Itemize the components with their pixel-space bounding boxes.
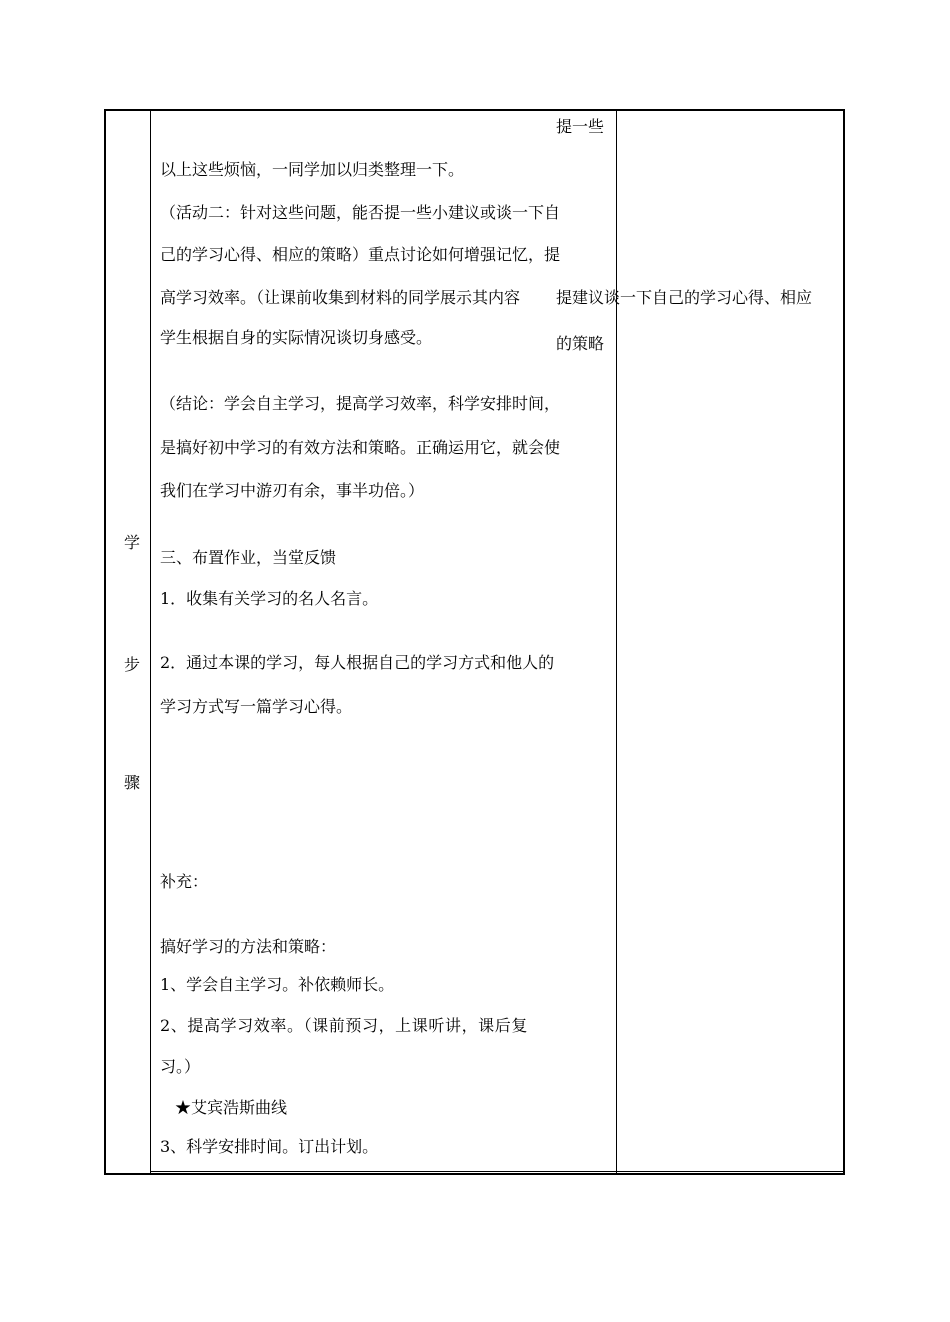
method-item-2: 2、提高学习效率。（课前预习，上课听讲，课后复	[160, 1016, 528, 1035]
method-item-3: 3、科学安排时间。订出计划。	[160, 1137, 379, 1156]
text-line-1: 以上这些烦恼，一同学加以归类整理一下。	[160, 160, 465, 179]
overflow-text-line-1: 提建议谈一下自己的学习心得、相应	[556, 288, 813, 307]
table-inner-bottom-line	[150, 1171, 845, 1172]
homework-item-2: 2．通过本课的学习，每人根据自己的学习方式和他人的	[160, 653, 555, 672]
method-item-1: 1、学会自主学习。补依赖师长。	[160, 975, 395, 994]
side-label-zhou: 骤	[124, 773, 141, 792]
text-line-conclusion-1: （结论：学会自主学习，提高学习效率，科学安排时间，	[160, 394, 561, 413]
table-divider-left	[150, 109, 151, 1175]
overflow-text-line-2: 的策略	[556, 334, 605, 353]
ebbinghaus-line: ★艾宾浩斯曲线	[175, 1098, 288, 1117]
table-divider-right	[616, 109, 617, 1175]
supplement-heading: 补充：	[160, 872, 209, 891]
homework-item-1: 1．收集有关学习的名人名言。	[160, 589, 379, 608]
methods-heading: 搞好学习的方法和策略：	[160, 937, 337, 956]
side-label-bu: 步	[124, 655, 141, 674]
text-line-conclusion-2: 是搞好初中学习的有效方法和策略。正确运用它，就会使	[160, 438, 561, 457]
homework-item-2-cont: 学习方式写一篇学习心得。	[160, 697, 353, 716]
method-item-2-cont: 习。）	[160, 1057, 201, 1076]
section-heading-homework: 三、布置作业，当堂反馈	[160, 548, 337, 567]
side-label-xue: 学	[124, 533, 141, 552]
text-line-efficiency: 高学习效率。（让课前收集到材料的同学展示其内容	[160, 288, 521, 307]
text-line-activity2: （活动二：针对这些问题，能否提一些小建议或谈一下自	[160, 203, 561, 222]
text-line-strategy: 己的学习心得、相应的策略）重点讨论如何增强记忆，提	[160, 245, 561, 264]
text-line-tiyixie: 提一些	[556, 117, 605, 136]
text-line-conclusion-3: 我们在学习中游刃有余，事半功倍。）	[160, 481, 425, 500]
text-line-students: 学生根据自身的实际情况谈切身感受。	[160, 328, 433, 347]
